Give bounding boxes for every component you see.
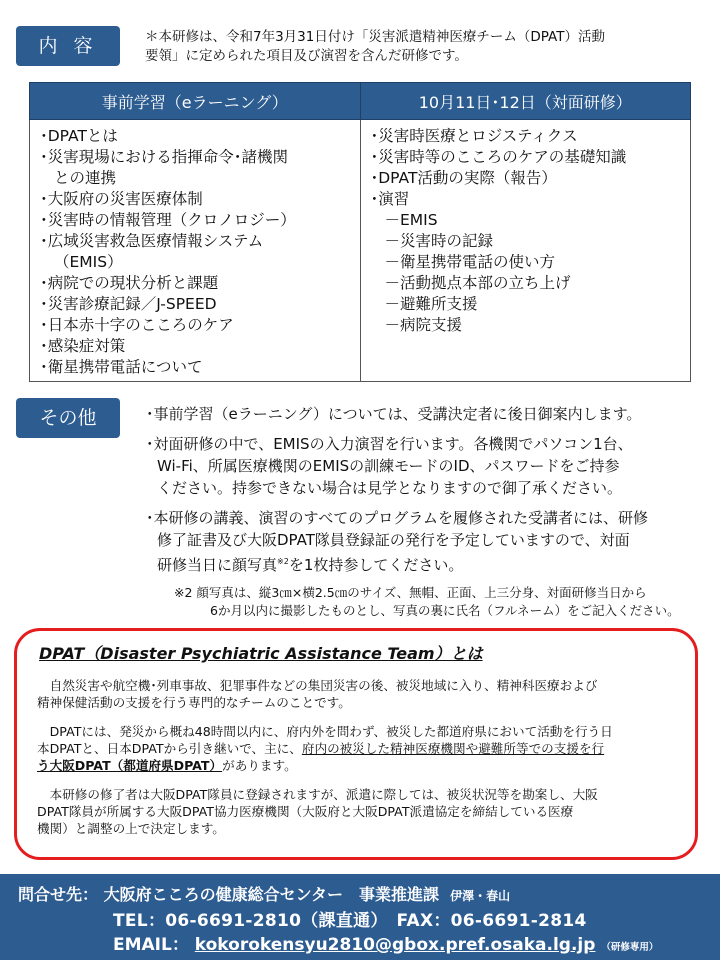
photo-footnote: [174, 584, 706, 620]
topic-item: ･病院での現状分析と課題: [40, 274, 219, 292]
topic-item: －衛星携帯電話の使い方: [384, 253, 556, 271]
topic-item: －災害時の記録: [384, 232, 494, 250]
topic-item: （EMIS）: [54, 253, 123, 271]
onsite-topics: [360, 120, 691, 382]
text-line: [37, 723, 687, 740]
text-fragment: 研修当日に顔写真: [157, 556, 278, 574]
text-fragment: 本研修の修了者は大阪DPAT隊員に登録されますが、派遣に際しては、被災状況等を勘案し、大阪: [49, 787, 598, 802]
text-fragment: を1枚持参してください。: [288, 556, 464, 574]
topic-item: ･災害時等のこころのケアの基礎知識: [370, 148, 627, 166]
text-line: ※2 顔写真は、縦3㎝×横2.5㎝のサイズ、無帽、正面、上三分身、対面研修当日から: [174, 585, 647, 600]
text-line: ･事前学習（eラーニング）については、受講決定者に後日御案内します。: [146, 405, 642, 423]
contact-phone-fax: TEL：06-6691-2810（課直通） FAX：06-6691-2814: [113, 911, 587, 931]
contact-staff: 伊澤・春山: [450, 889, 511, 903]
contact-label: 問合せ先：: [18, 885, 99, 904]
text-line: [37, 757, 687, 774]
text-line: [37, 786, 687, 803]
other-notes: [146, 403, 706, 620]
topic-item: ･衛星携帯電話について: [40, 358, 203, 376]
other-paragraph: [146, 403, 706, 425]
topic-item: ･広域災害救急医療情報システム: [40, 232, 264, 250]
dpat-paragraph: [37, 677, 687, 711]
dpat-body: [37, 677, 687, 849]
footnote-marker: ※2: [277, 557, 289, 566]
text-line: Wi-Fi、所属医療機関のEMISの訓練モードのID、パスワードをご持参: [157, 457, 620, 475]
text-line: 精神保健活動の支援を行う専門的なチームのことです。: [37, 695, 351, 710]
email-label: EMAIL：: [113, 935, 189, 955]
col-header-onsite: 10月11日･12日（対面研修）: [360, 83, 691, 120]
topic-item: ･日本赤十字のこころのケア: [40, 316, 234, 334]
text-line: 機関）と調整の上で決定します。: [37, 821, 225, 836]
text-line: [146, 551, 706, 576]
topic-item: ･感染症対策: [40, 337, 126, 355]
topic-item: －EMIS: [384, 211, 438, 229]
topic-item: ･災害時医療とロジスティクス: [370, 127, 578, 145]
text-line: 6か月以内に撮影したものとし、写真の裏に氏名（フルネーム）をご記入ください。: [210, 603, 680, 618]
intro-note: [145, 28, 705, 66]
topic-item: ･DPAT活動の実際（報告）: [370, 169, 557, 187]
intro-line: ＊本研修は、令和7年3月31日付け「災害派遣精神医療チーム（DPAT）活動: [145, 29, 605, 45]
text-fragment: 本DPATと、日本DPATから引き継いで、主に、: [37, 741, 302, 756]
topic-item: ･大阪府の災害医療体制: [40, 190, 203, 208]
contact-organization: 大阪府こころの健康総合センター 事業推進課: [103, 885, 439, 904]
text-line: [37, 740, 687, 757]
email-link[interactable]: kokorokensyu2810@gbox.pref.osaka.lg.jp: [194, 935, 596, 955]
topic-item: ･災害時の情報管理（クロノロジー）: [40, 211, 296, 229]
dpat-explanation-box: [14, 628, 698, 860]
dpat-title: DPAT（Disaster Psychiatric Assistance Team）とは: [39, 644, 483, 663]
contact-line-org: [18, 882, 510, 905]
text-line: DPAT隊員が所属する大阪DPAT協力医療機関（大阪府と大阪DPAT派遣協定を締結している医療: [37, 804, 574, 819]
text-line: 修了証書及び大阪DPAT隊員登録証の発行を予定していますので、対面: [157, 531, 630, 549]
topic-item: ･演習: [370, 190, 410, 208]
col-header-elearning: 事前学習（eラーニング）: [30, 83, 361, 120]
text-fragment: DPATには、発災から概ね48時間以内に、府内外を問わず、被災した都道府県において活動を行う日: [49, 724, 613, 739]
text-line: [37, 677, 687, 694]
contact-footer: [0, 874, 720, 960]
contact-email-line: [113, 930, 658, 955]
text-line: ･本研修の講義、演習のすべてのプログラムを履修された受講者には、研修: [146, 509, 649, 527]
section-tag-other: その他: [16, 398, 120, 438]
text-fragment: 自然災害や航空機･列車事故、犯罪事件などの集団災害の後、被災地域に入り、精神科医療および: [49, 678, 598, 693]
text-line: ください。持参できない場合は見学となりますので御了承ください。: [157, 479, 623, 497]
topic-item: －活動拠点本部の立ち上げ: [384, 274, 571, 292]
section-tag-contents: 内 容: [16, 26, 120, 66]
topic-item: との連携: [54, 169, 117, 187]
text-fragment: があります。: [222, 758, 297, 773]
elearning-topics: [30, 120, 361, 382]
other-paragraph: [146, 507, 706, 576]
curriculum-table: [29, 82, 691, 382]
email-note: （研修専用）: [601, 942, 659, 953]
underlined-text: 府内の被災した精神医療機関や避難所等での支援を行: [301, 741, 605, 756]
topic-item: －避難所支援: [384, 295, 478, 313]
other-paragraph: [146, 433, 706, 499]
topic-item: ･DPATとは: [40, 127, 118, 145]
intro-line: 要領」に定められた項目及び演習を含んだ研修です。: [145, 48, 468, 64]
topic-item: ･災害診療記録／J-SPEED: [40, 295, 217, 313]
topic-item: ･災害現場における指揮命令･諸機関: [40, 148, 289, 166]
dpat-paragraph: [37, 723, 687, 774]
dpat-paragraph: [37, 786, 687, 837]
osaka-dpat-emphasis: う大阪DPAT（都道府県DPAT）: [37, 758, 223, 773]
topic-item: －病院支援: [384, 316, 463, 334]
text-line: ･対面研修の中で、EMISの入力演習を行います。各機関でパソコン1台、: [146, 435, 633, 453]
